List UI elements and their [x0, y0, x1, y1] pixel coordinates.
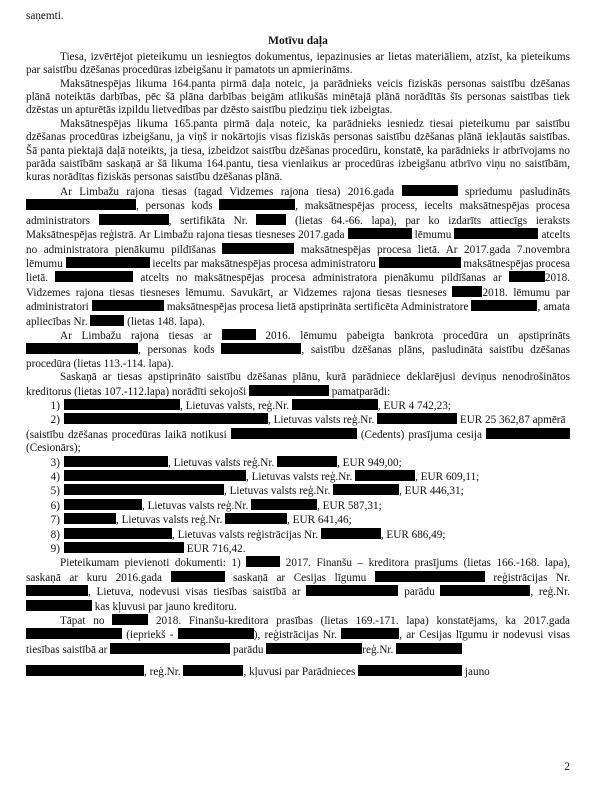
redaction-block [222, 329, 256, 340]
text-segment: parādu [404, 586, 435, 599]
item-text [64, 528, 445, 542]
text-segment: , ar Cesijas līgumu ir nodevusi visas tiesības saistībā ar [26, 629, 571, 656]
redaction-block [277, 456, 337, 467]
redaction-block [402, 185, 458, 196]
redaction-block [64, 484, 224, 495]
redaction-block [112, 614, 148, 625]
redaction-block [225, 513, 287, 524]
redaction-block [90, 315, 124, 326]
redaction-block [26, 585, 88, 596]
text-segment: , Lietuvas valsts reģistrācijas Nr. [172, 528, 319, 541]
text-segment: , Lietuvas valsts reģ.Nr. [168, 456, 275, 469]
text-segment: saskaņā ar Cesijas līgumu [233, 571, 367, 584]
redaction-block [64, 499, 142, 510]
item-text [64, 399, 451, 413]
redaction-block [454, 228, 538, 239]
text-segment: , EUR 949,00; [337, 456, 402, 469]
text-segment: , Lietuvas valsts reģ.Nr. [224, 485, 331, 498]
item-text [64, 513, 352, 527]
item-number: 7) [50, 514, 60, 527]
text-segment: , EUR 641,46; [287, 514, 352, 527]
paragraph-8 [26, 614, 570, 657]
item-number: 2) [50, 414, 60, 427]
redaction-block [64, 456, 168, 467]
creditor-item [26, 470, 570, 484]
redaction-block [486, 428, 570, 439]
text-segment: (Cedents) prasījuma cesija [360, 428, 482, 441]
item-text [64, 499, 382, 513]
text-segment: , amata apliecības Nr. [26, 301, 571, 328]
item-text [64, 484, 464, 498]
text-segment: , reģ.Nr. [144, 666, 181, 679]
top-fragment: saņemti. [26, 10, 64, 22]
redaction-block [256, 214, 286, 225]
text-segment: , saistību dzēšanas plāns, pasludināta saistību dzēšanas procedūra (lietas 113.-114. lapa). [26, 344, 571, 370]
text-segment: , EUR 686,49; [380, 528, 446, 541]
creditor-item [26, 399, 570, 413]
redaction-block [348, 228, 412, 239]
redaction-block [64, 528, 172, 539]
redaction-block [249, 385, 329, 396]
redaction-block [64, 470, 246, 481]
text-segment: Ar Limbažu rajona tiesas ar [60, 329, 212, 342]
text-segment: , personas kods [136, 200, 213, 213]
redaction-block [452, 286, 482, 297]
redaction-block [246, 556, 280, 567]
item-number: 9) [50, 543, 60, 556]
redaction-block [26, 665, 144, 676]
redaction-block [377, 413, 457, 424]
document-page [26, 10, 570, 680]
creditor-item [26, 456, 570, 470]
item-text [64, 456, 402, 470]
redaction-block [66, 257, 150, 268]
item-number: 4) [50, 471, 60, 483]
creditor-item [26, 542, 570, 556]
item-text [64, 470, 479, 484]
paragraph-4 [26, 185, 570, 329]
paragraph-7 [26, 556, 570, 614]
text-segment: , EUR 587,31; [317, 499, 382, 512]
text-segment: 2018. Finanšu-kreditora prasības (lietas 169.-171. lapa) konstatējams, ka 2017.gada [155, 615, 571, 628]
text-segment: (lietas 64.-66. lapa), par ko izdarīts attiecīgs ieraksts Maksātnespējas reģistrā. Ar Limbažu rajona tiesas tiesneses 2017.gada [26, 214, 570, 242]
paragraph-2: Maksātnespējas likuma 164.panta pirmā daļa noteic, ja parādnieks veicis fiziskās personas saistību dzēšanas plānā noteiktās darbības, pēc šā plāna darbības beigām atlikušās minētajā plānā norādītās šīs personas saistības tiek dzēstas un apturētās izpildu lietvedības par dzēsto saistību piedziņu tiek izbeigtas. [26, 77, 570, 117]
redaction-block [440, 585, 530, 596]
text-segment: , EUR 609,11; [415, 471, 480, 483]
text-segment: Pieteikumam pievienoti dokumenti: 1) [60, 557, 241, 570]
text-segment: lēmumu [414, 229, 452, 242]
text-segment: (Cesionārs); [26, 442, 81, 455]
redaction-block [64, 413, 268, 424]
redaction-block [396, 643, 462, 654]
text-segment: , kļuvusi par Parādnieces [243, 666, 356, 679]
redaction-block [178, 628, 254, 639]
text-segment: , EUR 446,31; [399, 485, 464, 498]
text-segment: spriedumu pasludināts [465, 185, 571, 198]
redaction-block [92, 300, 164, 311]
text-segment: atcelts no maksātnespējas procesa administratora pienākumu pildīšanas ar [140, 272, 502, 285]
text-segment: , Lietuvas valsts reģ.Nr. [142, 499, 249, 512]
redaction-block [183, 665, 243, 676]
text-segment: , reģ.Nr. [530, 586, 571, 599]
redaction-block [26, 343, 138, 354]
text-segment: , EUR 4 742,23; [377, 399, 451, 412]
paragraph-5 [26, 329, 570, 371]
page-number: 2 [564, 761, 570, 773]
text-segment: reģ.Nr. [362, 643, 394, 656]
redaction-block [471, 300, 537, 311]
paragraph-9 [26, 665, 570, 679]
text-segment: Ar Limbažu rajona tiesas (tagad Vidzemes rajona tiesa) 2016.gada [60, 185, 395, 198]
text-segment: maksātnespējas procesa lietā. Ar 2017.gada 7.novembra lēmumu [26, 243, 570, 270]
redaction-block [251, 499, 317, 510]
redaction-block [292, 399, 378, 410]
text-segment: , sertifikāta Nr. [168, 214, 248, 227]
creditor-item [26, 413, 570, 427]
text-segment: 2017. Finanšu – kreditora prasījums (lietas 166.-168. lapa), saskaņā ar kuru 2016.gada [26, 557, 571, 584]
paragraph-3: Maksātnespējas likuma 165.panta pirmā daļa noteic, ka parādnieks iesniedz tiesai pieteikumu par saistību dzēšanas procedūras izbeigšanu, ja viņš ir nokārtojis visas fiziskās personas saistību dzēšanas plānā iekļautās saistības. Šā panta piektajā daļā noteikts, ja tiesa, izbeidzot saistību dzēšanas procedūru, konstatē, ka parādnieks ir atbrīvojams no parāda saistībām saskaņā ar šā likuma 164.pantu, tiesa vienlaikus ar procedūras izbeigšanu atbrīvo viņu no saistībām, kuras norādītas fiziskās personas saistību dzēšanas plānā. [26, 117, 570, 184]
redaction-block [222, 243, 294, 254]
text-segment: , maksātnespējas process, iecelts maksātnespējas procesa administrators [26, 200, 571, 227]
redaction-block [64, 542, 184, 553]
text-segment: , Lietuva, nodevusi visas tiesības saistībā ar [88, 586, 301, 599]
text-segment: (saistību dzēšanas procedūras laikā notikusi [26, 428, 227, 441]
creditor-item [26, 484, 570, 498]
text-segment: Tāpat no [60, 615, 105, 628]
text-segment: , Lietuvas valsts, reģ.Nr. [180, 399, 290, 412]
text-segment: 2018. lēmumu par administratori [26, 286, 571, 314]
redaction-block [355, 470, 415, 481]
text-segment: iecelts par maksātnespējas procesa administratoru [152, 257, 376, 270]
item-number: 8) [50, 528, 60, 541]
item-number: 3) [50, 456, 60, 469]
text-segment: atcelts no administratora pienākumu pildīšanas [26, 229, 571, 256]
item-text [64, 542, 246, 556]
redaction-block [221, 343, 301, 354]
item-number: 6) [50, 499, 60, 512]
redaction-block [26, 600, 92, 611]
redaction-block [219, 199, 295, 210]
redaction-block [333, 484, 399, 495]
text-segment: , Lietuvas valsts reģ.Nr. [268, 414, 375, 427]
text-segment: parādu [233, 643, 264, 656]
redaction-block [358, 665, 462, 676]
paragraph-1: Tiesa, izvērtējot pieteikumu un iesniegtos dokumentus, iepazinusies ar lietas materiāliem, atzīst, ka pieteikums par saistību dzēšanas procedūras izbeigšanu ir pamatots un apmierināms. [26, 50, 570, 77]
redaction-block [26, 628, 122, 639]
redaction-block [266, 643, 362, 654]
redaction-block [110, 643, 230, 654]
text-segment: jauno [464, 666, 490, 679]
text-segment: EUR 25 362,87 apmērā [459, 414, 566, 427]
section-title: Motīvu daļa [268, 35, 328, 48]
text-segment: 2016. lēmumu pabeigta bankrota procedūra un apstiprināts [265, 329, 570, 342]
text-segment: Saskaņā ar tiesas apstiprināto saistību dzēšanas plānu, kurā parādniece deklarējusi deviņus nenodrošinātos kreditorus (lietas 107.-112.lapa) norādīti sekojoši [26, 371, 570, 398]
item-text [64, 413, 566, 427]
redaction-block [99, 214, 169, 225]
redaction-block [26, 199, 136, 210]
text-segment: maksātnespējas procesa lietā. [26, 257, 571, 285]
creditor-item [26, 528, 570, 542]
text-segment: pamatparādi: [331, 385, 391, 398]
text-segment: reģistrācijas Nr. [493, 571, 570, 584]
redaction-block [509, 271, 545, 282]
text-segment: EUR 716,42. [186, 543, 246, 556]
redaction-block [64, 513, 116, 524]
redaction-block [55, 271, 133, 282]
redaction-block [321, 528, 381, 539]
text-segment: ), reģistrācijas Nr. [253, 629, 337, 642]
text-segment: , Lietuvas valsts reģ.Nr. [246, 471, 353, 483]
text-segment: , personas kods [138, 344, 215, 357]
item-number: 5) [50, 485, 60, 498]
creditor-item [26, 513, 570, 527]
redaction-block [231, 428, 357, 439]
cession-note [26, 428, 570, 456]
text-segment: (lietas 148. lapa). [127, 315, 205, 328]
paragraph-6 [26, 371, 570, 399]
redaction-block [64, 399, 180, 410]
text-segment: kas kļuvusi par jauno kreditoru. [94, 600, 237, 613]
redaction-block [341, 628, 399, 639]
item-number: 1) [50, 399, 60, 412]
text-segment: maksātnespējas procesa lietā apstiprināta sertificēta Administratore [166, 301, 469, 314]
redaction-block [171, 571, 225, 582]
text-segment: (iepriekš - [126, 629, 174, 642]
redaction-block [379, 257, 461, 268]
text-segment: 2018. Vidzemes rajona tiesas tiesneses lēmumu. Savukārt, ar Vidzemes rajona tiesas tiesneses [26, 272, 571, 299]
text-segment: , Lietuvas valsts reģ.Nr. [116, 514, 223, 527]
redaction-block [375, 571, 485, 582]
creditor-item [26, 499, 570, 513]
redaction-block [306, 585, 398, 596]
